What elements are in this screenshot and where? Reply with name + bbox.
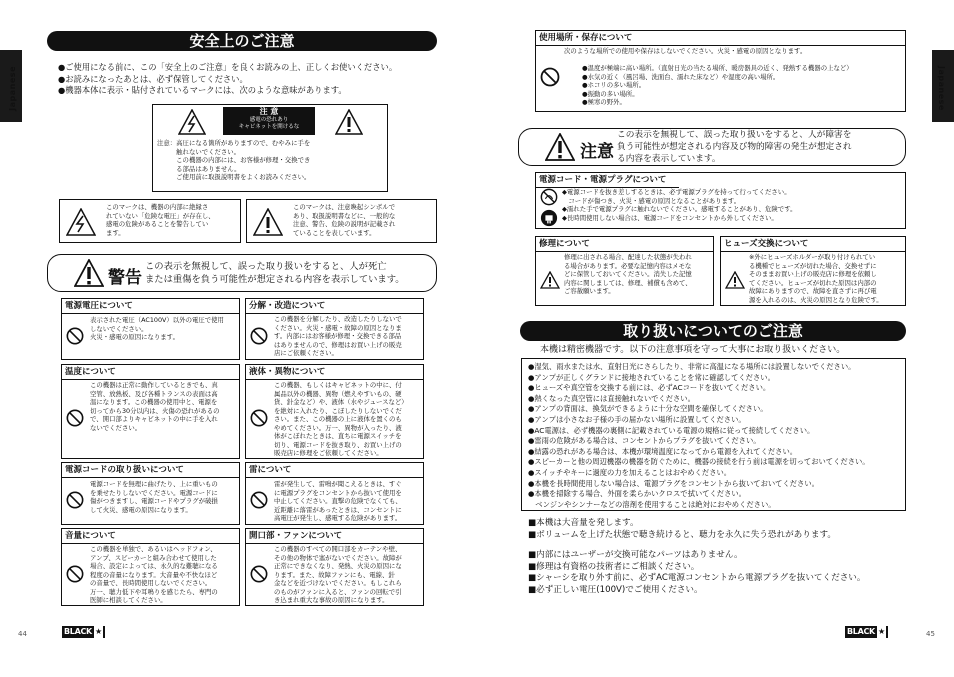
handling-item: ●結露の恐れがある場合は、本機が環境温度になってから電源を入れてください。 [528, 446, 798, 456]
warning-text [145, 260, 405, 286]
box-text-line: ります。また、故障ファンにも、電線、針 [274, 570, 395, 579]
box-title: 電源コードの取り扱いについて [62, 463, 239, 478]
box-text-line: さい。また、この機器の上に液体を置くのも [274, 415, 402, 423]
handling-item: ●湿気、雨水または水、直射日光にさらしたり、非常に高温になる場所には設置しないでください。 [528, 362, 856, 371]
power-plug-box [535, 172, 906, 229]
caution-label-text [157, 139, 310, 182]
caution-text-line: この機器の内部には、お客様が修理・交換でき [157, 156, 311, 164]
fuse-box [720, 236, 906, 306]
caution-text-line: 触れないでください。 [157, 147, 241, 156]
lightning-mark-box [59, 199, 241, 243]
mark-text-line: れていない「危険な電圧」が存在し、 [106, 211, 215, 220]
box-text-line: はありませんので、修理はお買い上げの販売 [274, 340, 402, 349]
plug-item: ◆長時間使用しない場合は、電源コードをコンセントから外してください。 [562, 213, 778, 222]
box-text-line: る場合があります。必要な記憶内容はメモな [564, 261, 692, 270]
caution-text-line: この表示を無視して、誤った取り扱いをすると、人が障害を [617, 130, 852, 140]
star-icon: ★ [877, 627, 885, 636]
box-text-line: 貨、針金など）や、液体（水やジュースなど） [274, 398, 408, 406]
warning-text-line: または重傷を負う可能性が想定される内容を表示しています。 [145, 274, 405, 285]
left-brand-logo [62, 626, 105, 638]
exclamation-warning-icon [335, 109, 363, 135]
lightning-warning-icon [178, 109, 206, 135]
box-text-line: 万一、聴力低下や耳鳴りを感じたら、専門の [90, 587, 218, 596]
warning-box-power-cord [61, 462, 240, 525]
box-text-line: やめてください。万一、異物が入ったり、液 [274, 423, 402, 432]
box-text-line: の音量で、長時間使用しないでください。 [90, 579, 212, 587]
box-text-line: 故障にありますので、故障を直さずに再び電 [749, 287, 877, 295]
box-text-line: る機種でヒューズが切れた場合、交換せずに [749, 261, 877, 270]
mark-text-line: あり、取扱説明書などに、一般的な [293, 211, 396, 220]
caution-label-title: 注 意 [259, 107, 279, 116]
exclamation-warning-icon [725, 271, 745, 289]
mark-text-line: ます。 [106, 228, 125, 237]
box-text-line: どに保管しておいてください。消失した記憶 [564, 270, 692, 278]
right-brand-logo [845, 626, 888, 638]
box-text-line: 切り、電源コードを抜き取り、お買い上げの [274, 440, 402, 449]
prohibited-icon [66, 327, 84, 345]
box-title: 音量について [62, 529, 239, 544]
prohibited-icon [66, 491, 84, 509]
box-text-line: てください。ヒューズが切れた原因は内部の [749, 278, 877, 287]
caution-text-line: る内容を表示しています。 [617, 154, 721, 164]
box-title: 温度について [62, 365, 239, 380]
caution-label-panel [152, 104, 388, 192]
no-wet-hands-icon [540, 188, 558, 206]
handling-item: ●アンプは小さなお子様の手の届かない場所に設置してください。 [528, 414, 746, 424]
box-text-line: 火災・感電の原因になります。 [90, 333, 179, 341]
mark-text-line: 感電の危険があることを警告してい [106, 220, 209, 228]
box-text-line: 程度の音量になります。大音量や不快なほど [90, 570, 218, 579]
exclamation-warning-icon [253, 208, 283, 236]
box-title: 電源電圧について [62, 299, 239, 314]
warning-box-disassembly [245, 298, 424, 360]
caution-banner [518, 128, 906, 166]
warning-banner [47, 254, 437, 292]
box-text-line: のものがファンに入ると、ファンの回転で引 [274, 587, 402, 596]
box-text-line: 場合、設定によっては、永久的な難聴になる [90, 562, 218, 570]
box-title: 電源コード・電源プラグについて [536, 173, 679, 188]
note-line: ■内部にはユーザーが交換可能なパーツはありません。 [528, 550, 743, 560]
box-text [274, 381, 408, 458]
handling-item: ●ヒューズや真空管を交換する前には、必ずACコードを抜いてください。 [528, 383, 771, 393]
box-text-line: その他の物体で塞がないでください。故障が [274, 553, 402, 562]
box-text-line: 切ってから30分以内は、火傷の恐れがあるの [90, 406, 220, 415]
handling-title: 取り扱いについてのご注意 [520, 321, 906, 341]
handling-subtitle: 本機は精密機器です。以下の注意事項を守って大事にお取り扱いください。 [540, 345, 846, 355]
warning-text-line: この表示を無視して、誤った取り扱いをすると、人が死亡 [145, 261, 387, 272]
location-item: ●水気の近く（風呂場、洗面台、濡れた床など）や湿度の高い場所。 [582, 72, 780, 81]
handling-item: ●雷雨の危険がある場合は、コンセントからプラグを抜いてください。 [528, 436, 761, 446]
warning-box-openings-fan [245, 528, 424, 606]
box-text-line: して火災、感電の原因になります。 [90, 505, 192, 514]
warning-box-temperature [61, 364, 240, 459]
box-text-line: 源を入れるのは、火災の原因となり危険です。 [749, 295, 883, 304]
box-text [274, 545, 402, 605]
box-text-line: 高電圧が発生し、感電する危険があります。 [274, 514, 402, 522]
note-line: ■ボリュームを上げた状態で聴き続けると、聴力を永久に失う恐れがあります。 [528, 529, 836, 540]
prohibited-icon [250, 491, 268, 509]
unplug-icon [540, 209, 558, 227]
box-title: 液体・異物について [246, 365, 423, 380]
box-text-line: 属品以外の機器、異物（燃えやすいもの、硬 [274, 389, 402, 398]
plug-item: ◆電源コードを抜き差しするときは、必ず電源プラグを持って行ってください。 [562, 188, 791, 196]
usage-location-box [535, 30, 906, 112]
mark-text-line: 注意、警告、危険の説明が記載され [293, 220, 396, 228]
box-text-line: 傷がつきますし、電源コードやプラグが破損 [90, 497, 218, 505]
handling-item: ●アンプが正しくグランドに接地されていることを常に確認してください。 [528, 372, 775, 382]
mark-text-line: このマークは、注意喚起シンボルで [293, 203, 396, 211]
box-text [90, 480, 218, 514]
box-text-line: 温になります。この機器の使用中と、電源を [90, 398, 218, 406]
box-text-line: この機器は正常に動作しているときでも、真 [90, 381, 218, 389]
handling-item: ●本機を掃除する場合、外面を柔らかいクロスで拭いてください。 [528, 489, 746, 499]
location-item: ●極寒の野外。 [582, 98, 626, 106]
star-icon: ★ [94, 627, 102, 636]
usage-location-items [582, 64, 853, 107]
box-text-line: 店にご依頼ください。 [274, 349, 338, 357]
box-title: 雷について [246, 463, 423, 478]
box-text [90, 381, 220, 432]
notes-volume [528, 518, 836, 541]
box-text [274, 315, 402, 358]
intro-line: ●お読みになったあとは、必ず保管してください。 [58, 73, 248, 84]
box-title: ヒューズ交換について [721, 237, 905, 252]
location-item: ●温度が極端に高い場所。（直射日光の当たる場所、暖房器具の近く、発熱する機器の上など） [582, 64, 853, 72]
box-text-line: この機器、もしくはキャビネットの中に、付 [274, 381, 402, 389]
plug-item: ◆濡れた手で電源プラグに触れないでください。感電することがあり、危険です。 [562, 205, 797, 213]
box-text-line: アンプ、スピーカーと組み合わせて使用した [90, 553, 217, 562]
warning-box-volume [61, 528, 240, 606]
box-text-line: す。内部にはお客様が修理・交換できる部品 [274, 332, 402, 340]
box-text-line: き込まれ重大な事故の原因になります。 [274, 596, 389, 604]
prohibited-icon [66, 409, 84, 427]
caution-label-sub2: キャビネットを開けるな [238, 124, 300, 130]
caution-text-line: 注意：高圧になる箇所がありますので、むやみに手を [157, 139, 311, 147]
lightning-warning-icon [66, 208, 96, 236]
box-text-line: ないでください。 [90, 423, 142, 432]
exclamation-mark-box [246, 199, 437, 243]
note-line: ■本機は大音量を発します。 [528, 518, 639, 528]
handling-item: ベンジンやシンナーなどの溶剤を使用することは絶対におやめください。 [528, 499, 776, 509]
mark-text-line: このマークは、機器の内部に絶縁さ [106, 203, 209, 211]
box-text-line: 表示された電圧（AC100V）以外の電圧で使用 [90, 316, 224, 324]
handling-item: ●熱くなった真空管には直接触れないでください。 [528, 393, 695, 403]
caution-text-line: 負う可能性が想定される内容及び物的障害の発生が想定され [617, 142, 852, 152]
box-text-line: 修理に出される場合、配達した状態が失われ [564, 253, 692, 261]
caution-text-line: ご使用前に取扱説明書をよくお読みください。 [157, 173, 311, 181]
prohibited-icon [250, 409, 268, 427]
box-text-line: この機器を分解したり、改造したりしないで [274, 315, 402, 323]
note-line: ■必ず正しい電圧(100V)でご使用ください。 [528, 584, 703, 595]
box-title: 開口部・ファンについて [246, 529, 423, 544]
mark-text-line: ていることを表しています。 [293, 228, 376, 237]
warning-box-lightning [245, 462, 424, 525]
box-text-line: に電源プラグをコンセントから抜いて使用を [274, 488, 402, 497]
box-text [90, 545, 218, 605]
box-text-line: 内容に関しましては、修理、補償も含めて、 [564, 278, 692, 287]
box-title: 使用場所・保存について [536, 31, 905, 46]
box-text [564, 253, 692, 296]
exclamation-warning-icon [545, 133, 575, 161]
caution-text [617, 129, 852, 165]
box-text-line: ご容赦願います。 [564, 287, 615, 295]
brand-text: BLACK [847, 627, 875, 636]
usage-location-lead: 次のような場所での使用や保存はしないでください。火災・感電の原因となります。 [564, 47, 807, 55]
box-text-line: この機器を単独で、あるいはヘッドフォン、 [90, 545, 217, 553]
intro-line: ●機器本体に表示・貼付されているマークには、次のような意味があります。 [58, 85, 347, 95]
box-text-line: 中止してください。直撃の危険でなくても、 [274, 497, 402, 505]
caution-label-sub1: 感電の恐れあり [249, 117, 289, 123]
location-item: ●ホコリの多い場所。 [582, 81, 646, 89]
box-text-line: ※外にヒューズホルダーが取り付けられてい [749, 253, 876, 261]
prohibited-icon [66, 565, 84, 583]
box-text-line: を乗せたりしないでください。電源コードに [90, 488, 218, 497]
box-text-line: 近距離に落雷があったときは、コンセントに [274, 505, 402, 514]
box-text [749, 253, 883, 304]
left-language-label: Japanese [8, 66, 17, 111]
box-text-line: この機器のすべての開口部をカーテンや壁、 [274, 545, 402, 553]
box-text-line: を絶対に入れたり、こぼしたりしないでくだ [274, 406, 402, 415]
note-line: ■シャーシを取り外す前に、必ずAC電源コンセントから電源プラグを抜いてください。 [528, 573, 866, 583]
notes-service [528, 550, 865, 596]
handling-items [528, 362, 870, 510]
prohibited-icon [250, 327, 268, 345]
box-text-line: 雷が発生して、雷鳴が聞こえるときは、すぐ [274, 480, 402, 488]
exclamation-warning-icon [540, 271, 560, 289]
box-title: 修理について [536, 237, 713, 252]
intro-line: ●ご使用になる前に、この「安全上のご注意」を良くお読みの上、正しくお使いください。 [58, 62, 398, 72]
prohibited-icon [250, 565, 268, 583]
warning-box-liquid [245, 364, 424, 459]
handling-box [521, 358, 906, 511]
box-text-line: 金などを近づけないでください。もしこれら [274, 579, 402, 587]
box-text-line: 空管、放熱板、及び各種トランスの表面は高 [90, 389, 218, 398]
brand-text: BLACK [64, 627, 92, 636]
handling-item: ●スイッチやキーに過度の力を加えることはおやめください。 [528, 467, 732, 477]
location-item: ●振動の多い場所。 [582, 89, 639, 98]
repair-box [535, 236, 714, 306]
lightning-mark-text [106, 203, 215, 237]
box-text-line: 正常にできなくなり、発熱、火災の原因にな [274, 562, 402, 570]
note-line: ■修理は有資格の技術者にご相談ください。 [528, 561, 700, 572]
caution-label-header [223, 107, 315, 135]
power-plug-items [562, 188, 796, 222]
exclamation-warning-icon [74, 259, 104, 287]
right-language-label: Japanese [937, 66, 946, 111]
caution-text-line: る部品はありません。 [157, 164, 241, 173]
box-text-line: で、開口部よりキャビネットの中に手を入れ [90, 415, 218, 423]
intro-list [58, 62, 397, 97]
box-text-line: 体がこぼれたときは、直ちに電源スイッチを [274, 432, 402, 440]
box-text-line: そのままお買い上げの販売店に修理を依頼し [749, 270, 877, 278]
right-page-number: 45 [926, 630, 935, 638]
handling-item: ●アンプの背面は、換気ができるように十分な空間を確保してください。 [528, 404, 768, 414]
handling-item: ●AC電源は、必ず機器の裏側に記載されている電源の規格に従って接続してください。 [528, 425, 815, 435]
box-text [90, 316, 224, 342]
left-page-number: 44 [18, 630, 27, 638]
exclamation-mark-text [293, 203, 395, 237]
box-title: 分解・改造について [246, 299, 423, 314]
plug-item: コードが傷つき、火災・感電の原因となることがあります。 [562, 196, 741, 205]
box-text [274, 480, 402, 523]
warning-label: 警告 [108, 268, 142, 288]
box-text-line: 医師に相談してください。 [90, 596, 167, 604]
caution-label: 注意 [580, 142, 614, 162]
prohibited-icon [540, 67, 560, 87]
handling-item: ●スピーカーと他の周辺機器の機器を防ぐために、機器の接続を行う前は電源を切っておいてください。 [528, 457, 870, 467]
warning-box-power-voltage [61, 298, 240, 360]
handling-item: ●本機を長時間使用しない場合は、電源プラグをコンセントから抜いておいてください。 [528, 478, 819, 488]
box-text-line: 販売店に修理をご依頼してください。 [274, 449, 383, 457]
left-page-title: 安全上のご注意 [47, 31, 437, 51]
box-text-line: ください。火災・感電・故障の原因となりま [274, 323, 402, 332]
box-text-line: しないでください。 [90, 324, 148, 333]
box-text-line: 電源コードを無理に曲げたり、上に重いもの [90, 480, 218, 488]
